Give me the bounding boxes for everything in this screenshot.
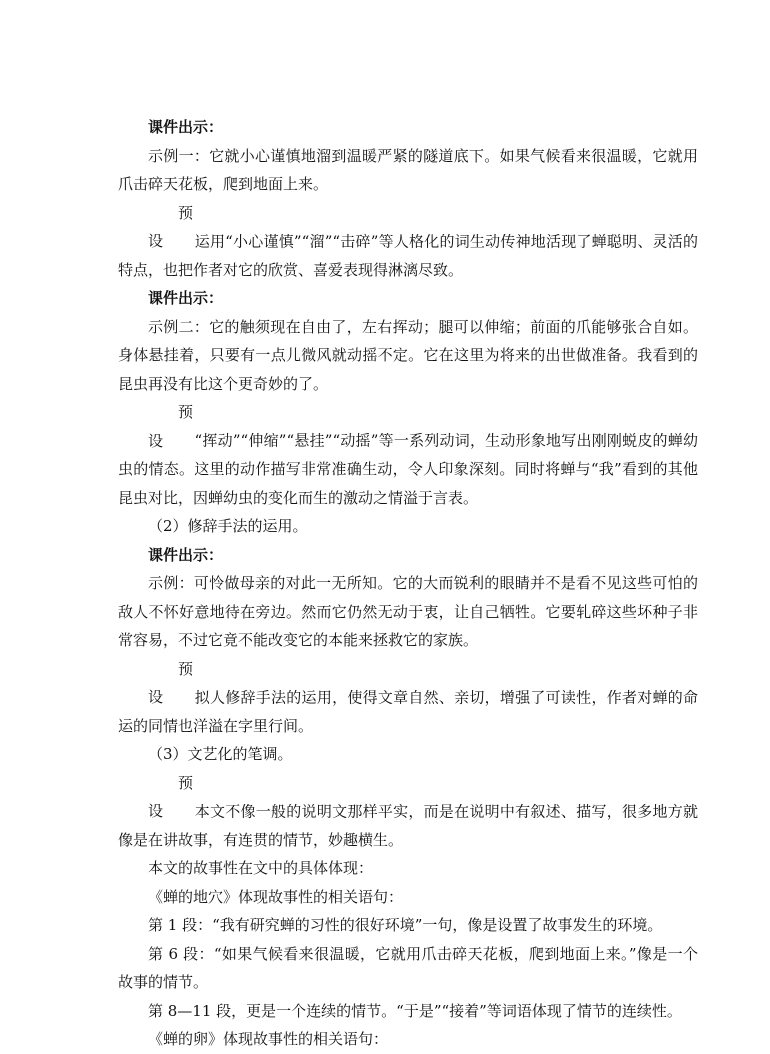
body-paragraph: 本文的故事性在文中的具体体现： xyxy=(148,859,374,877)
section-subheading: （2）修辞手法的运用。 xyxy=(148,517,308,535)
preset-paragraph xyxy=(118,655,698,741)
body-paragraph: 第 1 段：“我有研究蝉的习性的很好环境”一句，像是设置了故事发生的环境。 xyxy=(148,916,663,934)
body-paragraph: 第 8—11 段，更是一个连续的情节。“于是”“接着”等词语体现了情节的连续性。 xyxy=(148,1001,682,1020)
preset-text: 本文不像一般的说明文那样平实，而是在说明中有叙述、描写，很多地方就像是在讲故事，有连贯的情节，妙趣横生。 xyxy=(118,802,698,849)
preset-label: 预设 xyxy=(148,403,194,450)
section-subheading: （3）文艺化的笔调。 xyxy=(148,745,293,763)
example-paragraph: 示例：可怜做母亲的对此一无所知。它的大而锐利的眼睛并不是看不见这些可怕的敌人不怀好意地待在旁边。然而它仍然无动于衷，让自己牺牲。它要轧碎这些坏种子非常容易，不过它竟不能改变它的本能来拯救它的家族。 xyxy=(118,574,698,649)
preset-label: 预设 xyxy=(148,773,194,820)
body-paragraph: 《蝉的地穴》体现故事性的相关语句： xyxy=(148,887,404,906)
example-one-paragraph: 示例一：它就小心谨慎地溜到温暖严紧的隧道底下。如果气候看来很温暖，它就用爪击碎天花板，爬到地面上来。 xyxy=(118,146,698,193)
body-paragraph: 第 6 段：“如果气候看来很温暖，它就用爪击碎天花板，爬到地面上来。”像是一个故事的情节。 xyxy=(118,944,698,991)
preset-label: 预设 xyxy=(148,203,194,250)
preset-text: 拟人修辞手法的运用，使得文章自然、亲切，增强了可读性，作者对蝉的命运的同情也洋溢在字里行间。 xyxy=(118,688,698,735)
courseware-heading: 课件出示： xyxy=(148,118,224,136)
courseware-heading: 课件出示： xyxy=(148,289,224,307)
preset-paragraph xyxy=(118,199,698,285)
courseware-heading: 课件出示： xyxy=(148,545,224,564)
preset-text: 运用“小心谨慎”“溜”“击碎”等人格化的词生动传神地活现了蝉聪明、灵活的特点，也把作者对它的欣赏、喜爱表现得淋漓尽致。 xyxy=(118,232,698,279)
body-paragraph: 《蝉的卵》体现故事性的相关语句： xyxy=(148,1030,389,1048)
preset-paragraph xyxy=(118,398,698,512)
document-body xyxy=(118,113,698,1054)
example-two-paragraph: 示例二：它的触须现在自由了，左右挥动；腿可以伸缩；前面的爪能够张合自如。身体悬挂着，只要有一点儿微风就动摇不定。它在这里为将来的出世做准备。我看到的昆虫再没有比这个更奇妙的了。 xyxy=(118,317,698,393)
preset-paragraph xyxy=(118,769,698,855)
preset-text: “挥动”“伸缩”“悬挂”“动摇”等一系列动词，生动形象地写出刚刚蜕皮的蝉幼虫的情态。这里的动作描写非常准确生动，令人印象深刻。同时将蝉与“我”看到的其他昆虫对比，因蝉幼虫的变化而生的激动之情溢于言表。 xyxy=(118,431,698,507)
preset-label: 预设 xyxy=(148,659,194,706)
